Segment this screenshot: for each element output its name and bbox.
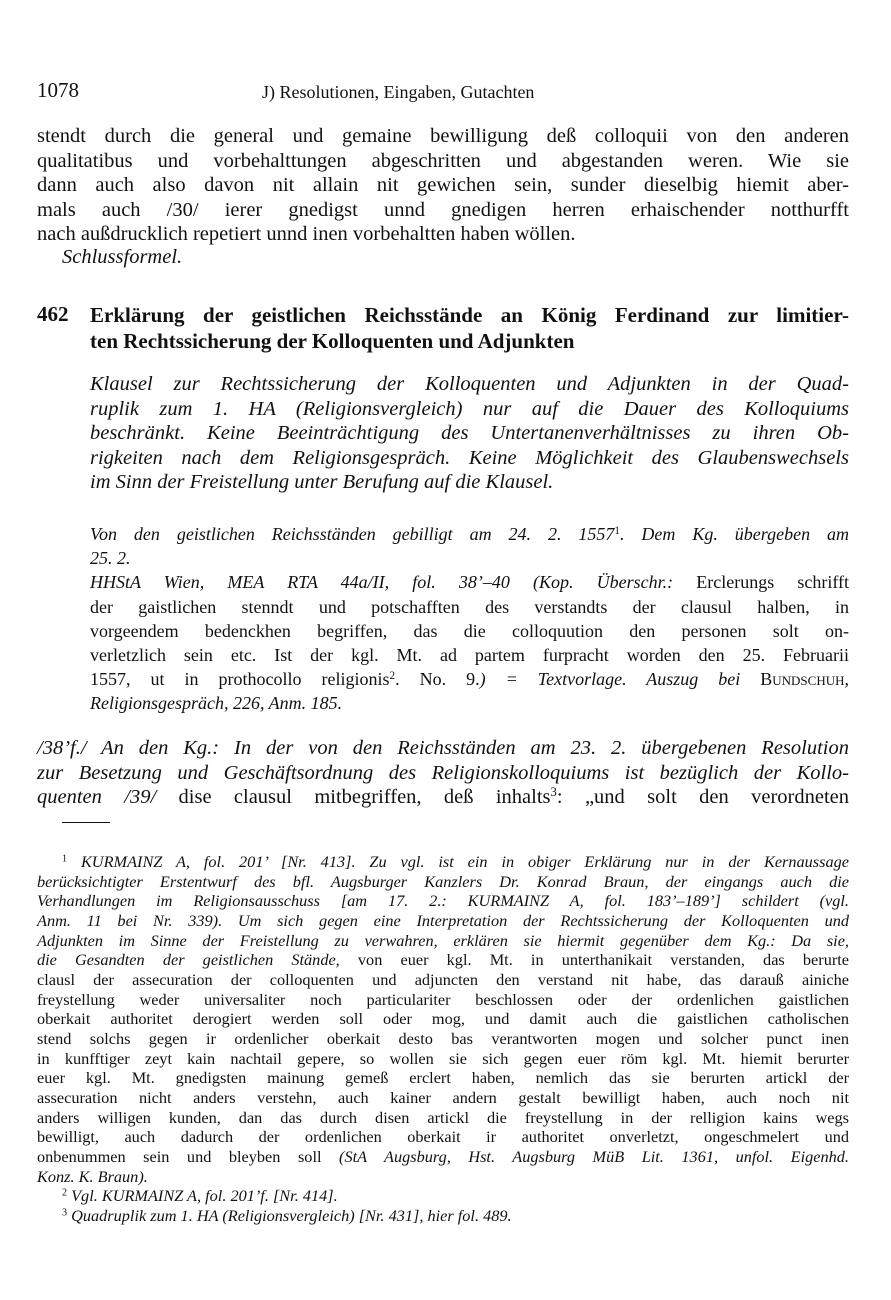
text-segment: oberkait authoritet derogiert werden soll oder mog, und damit auch die gaistlichen catholischen [37, 1009, 849, 1029]
footnote-marker: 1 [62, 853, 68, 865]
text-segment: 25. 2. [90, 548, 131, 569]
footnote-marker: 2 [389, 670, 396, 683]
text-segment: HHStA Wien, MEA RTA 44a/II, fol. 38’–40 (Kop. Überschr.: [90, 572, 697, 593]
text-segment: Adjunkten im Sinne der Freistellung zu verwahren, erklären sie hiermit gegenüber dem Kg.: Da sie, [37, 930, 849, 950]
text-segment: der gaistlichen stenndt und potschafften des verstandts der clausul halben, in [90, 596, 849, 617]
footnote-divider [62, 822, 110, 823]
document-number: 462 [37, 302, 69, 326]
text-segment: Erclerungs schrifft [696, 572, 849, 593]
text-line [37, 990, 849, 1010]
text-line [90, 546, 849, 570]
text-line [90, 421, 849, 446]
text-line [37, 852, 849, 872]
text-line [90, 397, 849, 422]
page-number: 1078 [37, 78, 79, 102]
text-line [90, 667, 849, 691]
text-segment: assecuration nicht anders verstehn, auch kainer andern gestalt bewilligt haben, auch noch nit [37, 1087, 849, 1107]
text-segment: bewilligt, auch dadurch der ordenlichen oberkait ir authoritet onverletzt, ongeschmelert und [37, 1127, 849, 1147]
text-line [37, 1206, 849, 1226]
text-line [37, 970, 849, 990]
text-segment: beschränkt. Keine Beeinträchtigung des Untertanenverhältnisses zu ihren Ob- [90, 422, 849, 444]
text-segment: stend solchs gegen ir ordenlicher oberkait desto bas verantworten mogen und solcher punct inen [37, 1028, 849, 1048]
text-line [90, 619, 849, 643]
text-line [37, 222, 849, 247]
text-segment: nach außdrucklich repetiert unnd inen vorbehaltten haben wöllen. [37, 223, 576, 245]
text-segment: im Sinn der Freistellung unter Berufung auf die Klausel. [90, 471, 554, 493]
text-line [37, 736, 849, 761]
footnote-marker: 2 [62, 1187, 68, 1199]
text-segment: Quadruplik zum 1. HA (Religionsvergleich) [Nr. 431], hier fol. 489. [67, 1205, 512, 1225]
text-segment: Erklärung der geistlichen Reichsstände an König Ferdinand zur limitier- [90, 303, 849, 327]
text-segment: euer kgl. Mt. gnedigsten mainung gemeß erclert haben, nemlich das sie berurten artickl der [37, 1068, 849, 1088]
text-segment: : „und solt den verordneten [556, 786, 849, 808]
text-segment: Vgl. KURMAINZ A, fol. 201’f. [Nr. 414]. [67, 1186, 338, 1206]
text-line [37, 1088, 849, 1108]
text-segment: dise clausul mitbegriffen, deß inhalts [156, 786, 551, 808]
text-segment: ten Rechtssicherung der Kolloquenten und Adjunkten [90, 329, 575, 353]
text-line [90, 372, 849, 397]
text-line [37, 124, 849, 149]
text-line [37, 149, 849, 174]
text-segment: clausl der assecuration der colloquenten und adjuncten den verstand nit habe, das darauß ainiche [37, 969, 849, 989]
text-line [90, 522, 849, 546]
text-segment: mals auch /30/ ierer gnedigst unnd gnedigen herren erhaischender notthurfft [37, 198, 849, 221]
text-line [37, 1068, 849, 1088]
text-segment: in kunfftiger zeyt kain nachtail gepere, so wollen sie sich gegen euer röm kgl. Mt. hiemit berurter [37, 1048, 849, 1068]
text-segment: Religionsgespräch, 226, Anm. 185. [90, 693, 343, 714]
text-line [37, 931, 849, 951]
text-segment: KURMAINZ A, fol. 201’ [Nr. 413]. Zu vgl. ist ein in obiger Erklärung nur in der Kernaussage [67, 852, 849, 871]
text-segment: qualitatibus und vorbehalttungen abgeschritten und abgestanden weren. Wie sie [37, 149, 849, 172]
text-line [37, 1009, 849, 1029]
text-segment: rigkeiten nach dem Religionsgespräch. Keine Möglichkeit des Glaubenswechsels [90, 446, 849, 469]
text-line [90, 302, 849, 328]
text-line [90, 446, 849, 471]
text-segment: (StA Augsburg, Hst. Augsburg MüB Lit. 1361, unfol. Eigenhd. [339, 1146, 849, 1166]
text-line [37, 761, 849, 786]
text-segment: Bundschuh, [760, 669, 849, 690]
text-segment: Konz. K. Braun). [37, 1166, 148, 1186]
footnote-marker: 1 [614, 524, 620, 537]
text-line [37, 1029, 849, 1049]
text-segment: stendt durch die general und gemaine bewilligung deß colloquii von den anderen [37, 125, 849, 147]
footnote-marker: 3 [62, 1207, 68, 1219]
text-segment: ruplik zum 1. HA (Religionsvergleich) nur auf die Dauer des Kolloquiums [90, 397, 849, 420]
text-segment: 1557, ut in prothocollo religionis [90, 669, 390, 690]
text-line [90, 570, 849, 594]
text-segment: /38’f./ An den Kg.: In der von den Reichsständen am 23. 2. übergebenen Resolution [37, 737, 849, 759]
text-line [37, 1108, 849, 1128]
text-segment: Anm. 11 bei Nr. 339). Um sich gegen eine Interpretation der Rechtssicherung der Kolloquenten und [37, 910, 849, 930]
text-segment: . No. 9. [395, 669, 480, 690]
text-segment: berücksichtigter Erstentwurf des bfl. Augsburger Kanzlers Dr. Konrad Braun, der eingangs auch die [37, 871, 849, 891]
text-segment: von euer kgl. Mt. in unterthanikait verstanden, das berurte [339, 950, 850, 970]
text-segment: zur Besetzung und Geschäftsordnung des Religionskolloquiums ist bezüglich der Kollo- [37, 761, 849, 784]
footnotes [37, 852, 849, 1225]
text-line [90, 595, 849, 619]
text-line [37, 198, 849, 223]
text-line [37, 1147, 849, 1167]
text-segment: verletzlich sein etc. Ist der kgl. Mt. ad partem furpracht worden den 25. Februarii [90, 645, 849, 666]
running-title: J) Resolutionen, Eingaben, Gutachten [262, 82, 535, 102]
text-line [37, 173, 849, 198]
text-segment: . Dem Kg. übergeben am [619, 524, 850, 544]
source-note [90, 522, 849, 716]
text-line [37, 891, 849, 911]
text-segment: Klausel zur Rechtssicherung der Kolloquenten und Adjunkten in der Quad- [90, 373, 849, 395]
text-line [37, 785, 849, 810]
text-line [90, 328, 849, 354]
text-line [37, 1127, 849, 1147]
text-segment: die Gesandten der geistlichen Stände, [37, 950, 340, 970]
text-line [90, 470, 849, 495]
document-heading [90, 302, 849, 354]
text-segment: Verhandlungen im Religionsausschuss [am 17. 2.: KURMAINZ A, fol. 183’–189’] schildert (vgl. [37, 891, 849, 911]
text-segment: quenten /39/ [37, 786, 157, 808]
text-line [37, 872, 849, 892]
text-segment: Von den geistlichen Reichsständen gebilligt am 24. 2. 1557 [90, 524, 615, 544]
text-line [37, 1049, 849, 1069]
text-line [37, 911, 849, 931]
document-summary [90, 372, 849, 495]
text-line [37, 950, 849, 970]
main-text [37, 736, 849, 810]
text-segment: onbenummen sein und bleyben soll [37, 1146, 340, 1166]
text-segment: ) = Textvorlage. Auszug bei [479, 669, 761, 690]
text-line [37, 1186, 849, 1206]
closing-formula: Schlussformel. [62, 246, 183, 268]
text-segment: freystellung weder universaliter noch particulariter beschlossen oder der ordenlichen gaistlichen [37, 989, 849, 1009]
text-line [90, 643, 849, 667]
text-line [37, 1167, 849, 1187]
footnote-marker: 3 [550, 785, 557, 800]
continued-paragraph [37, 124, 849, 247]
text-line [90, 691, 849, 715]
text-segment: anders willigen kunden, dan das durch disen artickl die freystellung in der relligion kains wegs [37, 1107, 849, 1127]
text-segment: dann auch also davon nit allain nit gewichen sein, sunder dieselbig hiemit aber- [37, 174, 849, 196]
text-segment: vorgeendem bedenckhen begriffen, das die colloquution den personen solt on- [90, 620, 849, 641]
